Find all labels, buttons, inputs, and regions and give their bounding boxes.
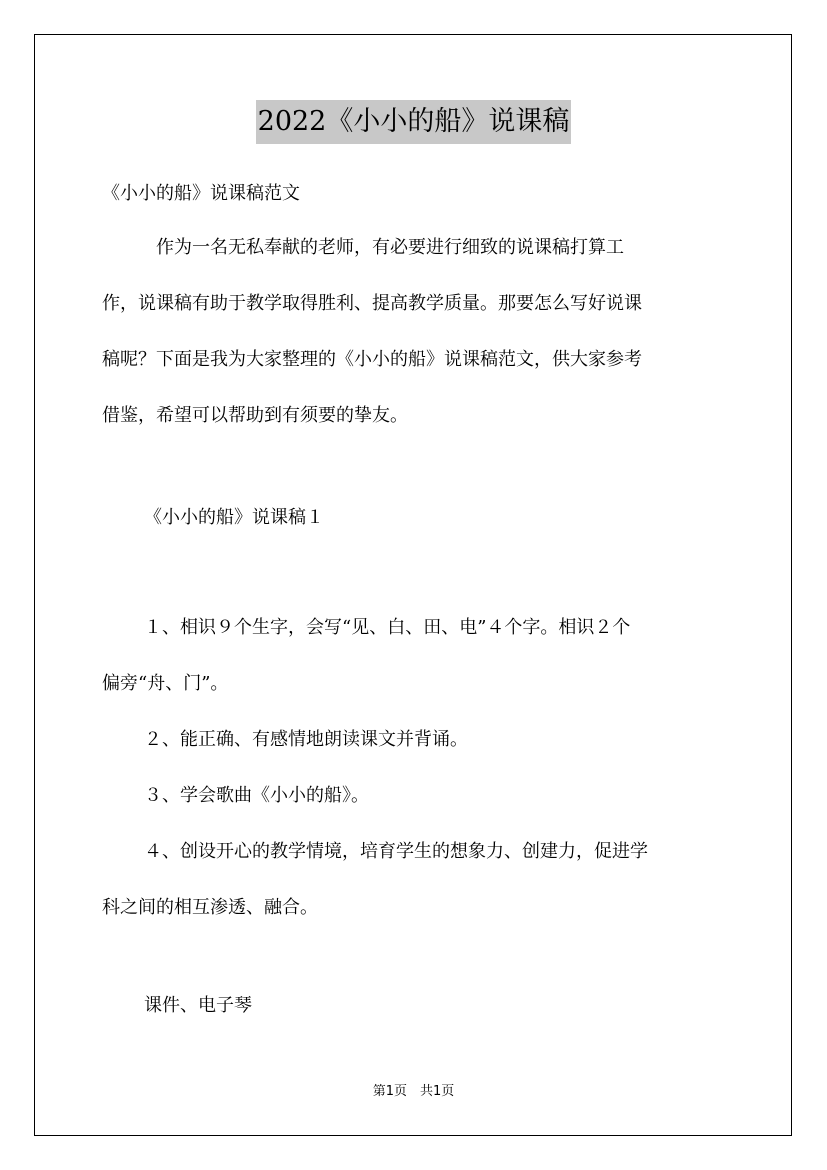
materials: 课件、电子琴 [144,995,252,1016]
goal-3: ３、学会歌曲《小小的船》。 [144,785,369,806]
goal-2: ２、能正确、有感情地朗读课文并背诵。 [144,729,468,750]
goal-4-line-2: 科之间的相互渗透、融合。 [102,897,318,918]
document-title: 2022《小小的船》说课稿 [256,100,572,144]
title-container [0,100,827,144]
intro-line-3: 稿呢？下面是我为大家整理的《小小的船》说课稿范文，供大家参考 [102,349,642,370]
page-footer [0,1082,827,1102]
intro-line-4: 借鉴，希望可以帮助到有须要的挚友。 [102,405,408,426]
materials-block [102,978,732,1034]
page-number-label: 第1页 共1页 [372,1084,455,1099]
subtitle-block [102,166,732,222]
subtitle: 《小小的船》说课稿范文 [102,183,300,204]
intro-line-1: 作为一名无私奉献的老师，有必要进行细致的说课稿打算工 [156,237,624,258]
intro-line-2: 作，说课稿有助于教学取得胜利、提高教学质量。那要怎么写好说课 [102,293,642,314]
goals-list [102,600,732,936]
goal-4-line-1: ４、创设开心的教学情境，培育学生的想象力、创建力，促进学 [144,841,648,862]
section-heading-block [102,490,732,546]
section-heading: 《小小的船》说课稿１ [144,507,324,528]
goal-1-line-2: 偏旁“舟、门”。 [102,673,229,694]
goal-1-line-1: １、相识９个生字，会写“见、白、田、电”４个字。相识２个 [144,617,631,638]
intro-paragraph [102,220,732,444]
